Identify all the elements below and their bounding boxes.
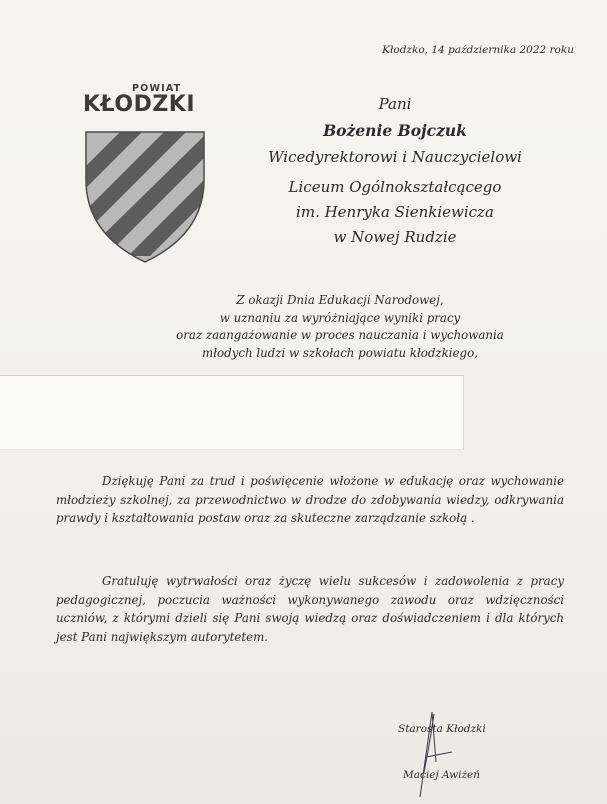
occasion-line: Z okazji Dnia Edukacji Narodowej, [236,293,444,307]
letter-date: Kłodzko, 14 października 2022 roku [382,44,574,56]
occasion-block [170,292,510,362]
salutation: Pani [378,95,412,113]
recipient-name: Bożenie Bojczuk [323,121,467,140]
school-line-1: Liceum Ogólnokształcącego [288,178,502,196]
logo-main-text: KŁODZKI [83,92,196,117]
body-paragraph-1: Dziękuję Pani za trud i poświęcenie włożone w edukację oraz wychowanie młodzieży szkolnej, za przewodnictwo w drodze do zdobywania wiedzy, odkrywania prawdy i kształtowania postaw oraz za skuteczne zarządzanie szkołą . [56,474,564,525]
signature-name: Maciej Awiżeń [403,769,481,781]
occasion-line: oraz zaangażowanie w proces nauczania i wychowania [176,328,504,342]
recipient-role: Wicedyrektorowi i Nauczycielowi [268,148,522,166]
logo-top-text: POWIAT [132,83,182,94]
body-paragraph-2: Gratuluję wytrwałości oraz życzę wielu sukcesów i zadowolenia z pracy pedagogicznej, poczucia ważności wykonywanego zawodu oraz wdzięczności uczniów, z którymi dzieli się Pani swoją wiedzą oraz doświadczeniem i dla których jest Pani największym autorytetem. [56,574,564,644]
school-line-3: w Nowej Rudzie [333,228,457,246]
school-line-2: im. Henryka Sienkiewicza [296,203,494,221]
occasion-line: w uznaniu za wyróżniające wyniki pracy [219,310,461,325]
occasion-line: młodych ludzi w szkołach powiatu kłodzkiego, [202,345,478,360]
handwritten-signature [400,702,480,802]
signature-title: Starosta Kłodzki [398,723,486,735]
redaction-patch [0,375,464,450]
